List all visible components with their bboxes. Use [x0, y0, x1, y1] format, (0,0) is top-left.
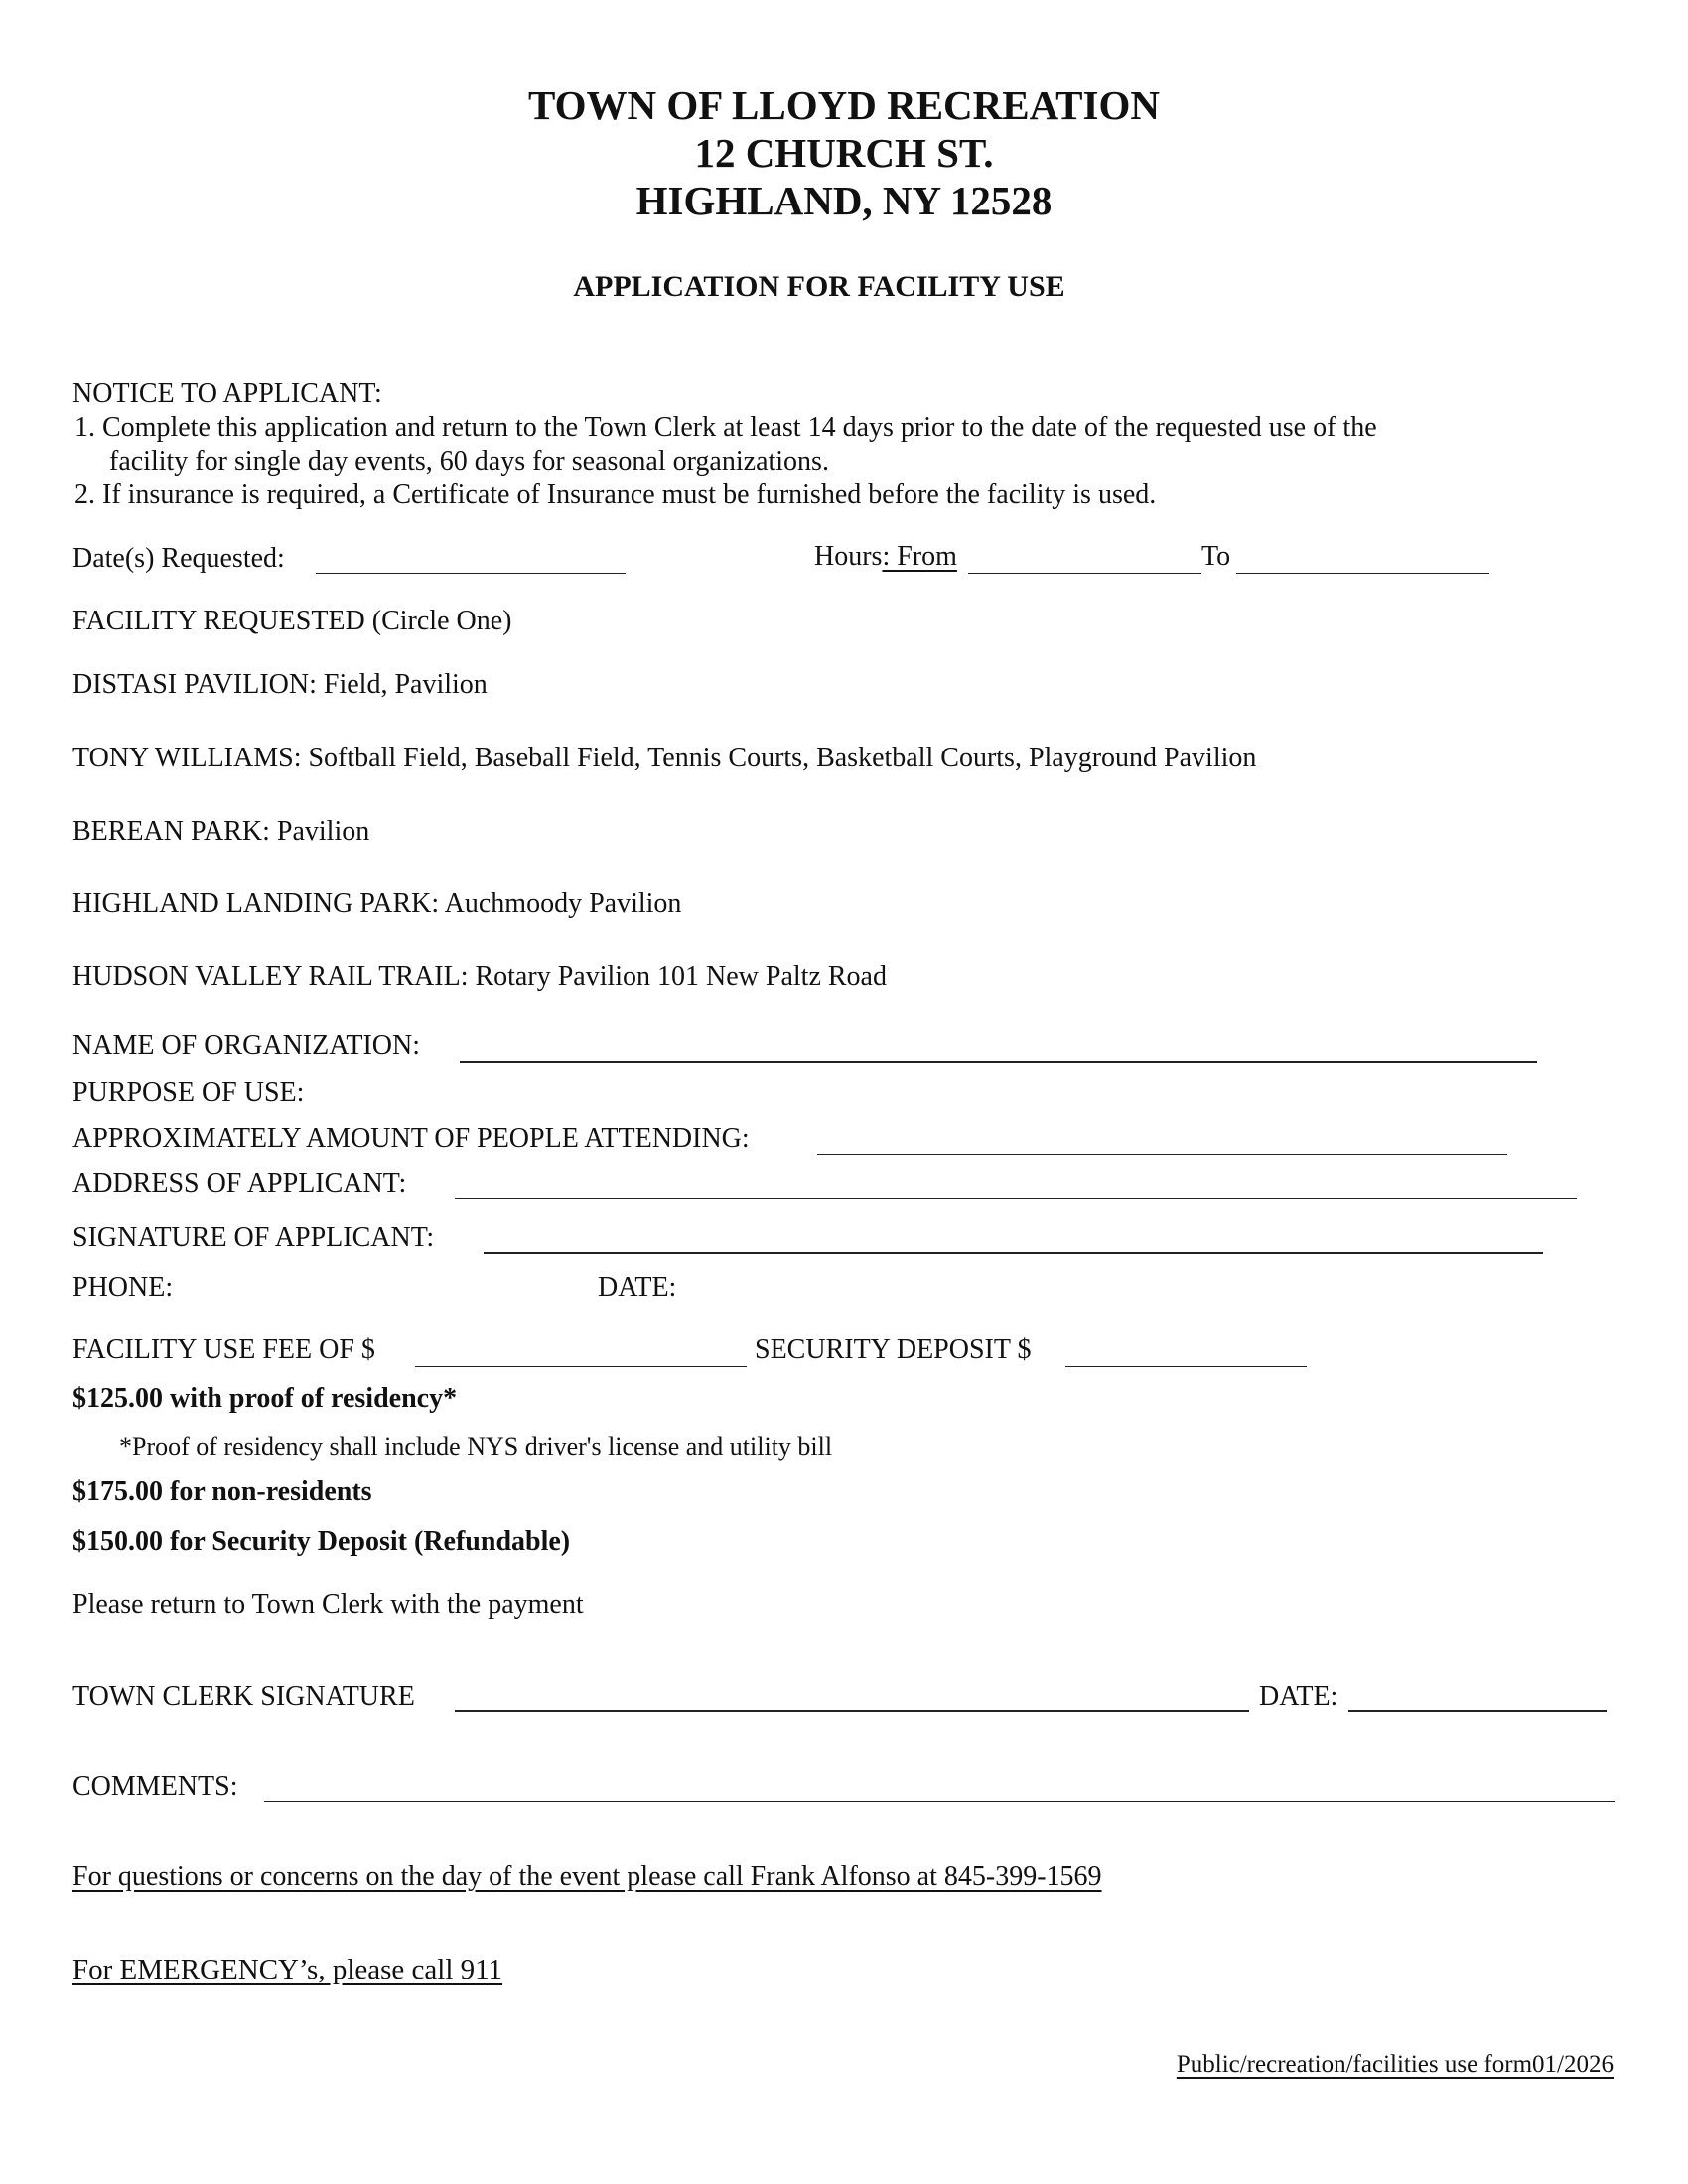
facility-heading: FACILITY REQUESTED (Circle One): [72, 606, 512, 636]
signature-label: SIGNATURE OF APPLICANT:: [72, 1222, 435, 1253]
notice-heading: NOTICE TO APPLICANT:: [72, 378, 382, 409]
security-deposit-fee: $150.00 for Security Deposit (Refundable): [72, 1526, 571, 1557]
residency-note: *Proof of residency shall include NYS driver's license and utility bill: [119, 1433, 833, 1461]
clerk-signature-line[interactable]: [455, 1710, 1249, 1712]
security-deposit-line[interactable]: [1065, 1366, 1307, 1367]
clerk-date-label: DATE:: [1259, 1681, 1338, 1711]
facility-distasi[interactable]: DISTASI PAVILION: Field, Pavilion: [72, 669, 488, 700]
dates-requested-line[interactable]: [316, 573, 626, 574]
hours-to-label: To: [1201, 541, 1231, 572]
organization-line[interactable]: [460, 1061, 1537, 1063]
emergency-contact: For EMERGENCY’s, please call 911: [72, 1954, 503, 1985]
notice-item-1-line-2: facility for single day events, 60 days for seasonal organizations.: [109, 446, 829, 477]
hours-to-line[interactable]: [1236, 573, 1489, 574]
signature-line[interactable]: [484, 1252, 1543, 1254]
dates-requested-label: Date(s) Requested:: [72, 543, 285, 574]
facility-fee-label: FACILITY USE FEE OF $: [72, 1334, 375, 1365]
resident-fee: $125.00 with proof of residency*: [72, 1383, 458, 1414]
address-line[interactable]: [455, 1198, 1577, 1199]
purpose-label: PURPOSE OF USE:: [72, 1077, 305, 1108]
comments-line[interactable]: [264, 1801, 1615, 1802]
facility-fee-line[interactable]: [415, 1366, 747, 1367]
phone-label: PHONE:: [72, 1272, 174, 1302]
hours-label: Hours: From: [814, 541, 957, 572]
city-state-zip: HIGHLAND, NY 12528: [635, 178, 1053, 223]
hours-from-line[interactable]: [968, 573, 1201, 574]
comments-label: COMMENTS:: [72, 1771, 238, 1802]
notice-item-1-line-1: 1. Complete this application and return to the Town Clerk at least 14 days prior to the date of the requested use of the: [74, 412, 1377, 443]
clerk-date-line[interactable]: [1348, 1710, 1607, 1712]
address-label: ADDRESS OF APPLICANT:: [72, 1168, 407, 1199]
facility-tony-williams[interactable]: TONY WILLIAMS: Softball Field, Baseball Field, Tennis Courts, Basketball Courts, Playground Pavilion: [72, 743, 1257, 773]
facility-highland-landing[interactable]: HIGHLAND LANDING PARK: Auchmoody Pavilion: [72, 888, 682, 919]
notice-item-2: 2. If insurance is required, a Certificate of Insurance must be furnished before the facility is used.: [74, 479, 1157, 510]
security-deposit-label: SECURITY DEPOSIT $: [755, 1334, 1032, 1365]
form-title: APPLICATION FOR FACILITY USE: [573, 270, 1065, 303]
organization-label: NAME OF ORGANIZATION:: [72, 1030, 420, 1061]
town-name: TOWN OF LLOYD RECREATION: [528, 82, 1160, 128]
questions-contact: For questions or concerns on the day of the event please call Frank Alfonso at 845-399-1569: [72, 1861, 1102, 1892]
facility-rail-trail[interactable]: HUDSON VALLEY RAIL TRAIL: Rotary Pavilion 101 New Paltz Road: [72, 961, 887, 992]
non-resident-fee: $175.00 for non-residents: [72, 1476, 372, 1507]
people-attending-line[interactable]: [817, 1154, 1507, 1155]
return-note: Please return to Town Clerk with the payment: [72, 1589, 584, 1620]
street-address: 12 CHURCH ST.: [694, 130, 994, 176]
form-reference-footer: Public/recreation/facilities use form01/2026: [1176, 2051, 1614, 2078]
facility-berean-park[interactable]: BEREAN PARK: Pavilion: [72, 816, 370, 847]
people-attending-label: APPROXIMATELY AMOUNT OF PEOPLE ATTENDING:: [72, 1123, 750, 1154]
date-label: DATE:: [598, 1272, 677, 1302]
clerk-signature-label: TOWN CLERK SIGNATURE: [72, 1681, 415, 1711]
